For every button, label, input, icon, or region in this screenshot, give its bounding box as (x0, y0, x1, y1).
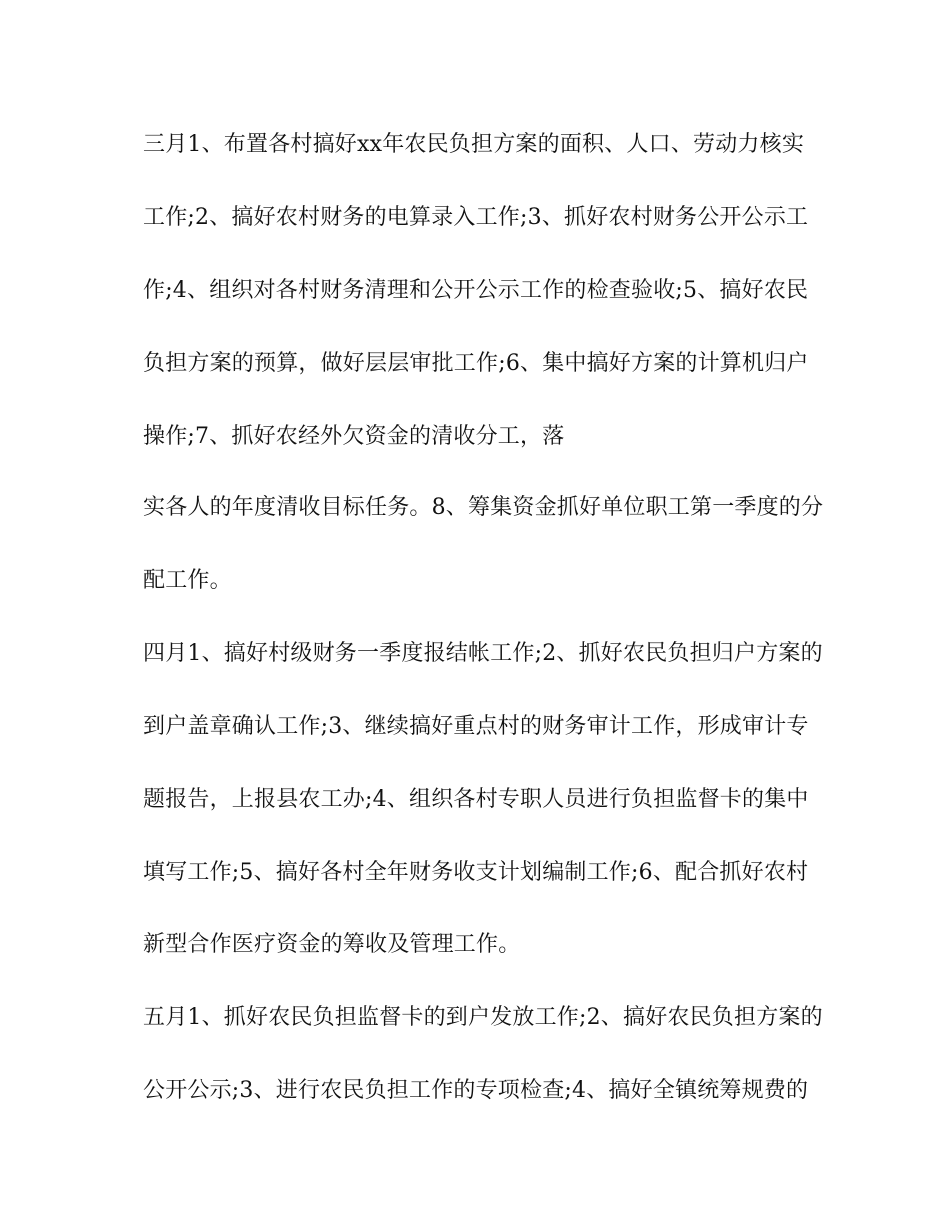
text-line: 到户盖章确认工作;3、继续搞好重点村的财务审计工作，形成审计专 (143, 714, 809, 739)
text-line: 操作;7、抓好农经外欠资金的清收分工，落 (143, 424, 565, 449)
text-line: 三月1、布置各村搞好xx年农民负担方案的面积、人口、劳动力核实 (143, 132, 805, 157)
text-line: 配工作。 (143, 568, 232, 593)
text-line: 填写工作;5、搞好各村全年财务收支计划编制工作;6、配合抓好农村 (143, 860, 809, 885)
text-line: 新型合作医疗资金的筹收及管理工作。 (143, 932, 521, 957)
text-line: 负担方案的预算，做好层层审批工作;6、集中搞好方案的计算机归户 (143, 351, 809, 376)
text-line: 公开公示;3、进行农民负担工作的专项检查;4、搞好全镇统筹规费的 (143, 1078, 809, 1103)
text-line: 作;4、组织对各村财务清理和公开公示工作的检查验收;5、搞好农民 (143, 278, 809, 303)
text-line: 四月1、搞好村级财务一季度报结帐工作;2、抓好农民负担归户方案的 (143, 641, 823, 666)
text-line: 题报告，上报县农工办;4、组织各村专职人员进行负担监督卡的集中 (143, 787, 809, 812)
text-line: 实各人的年度清收目标任务。8、筹集资金抓好单位职工第一季度的分 (143, 495, 824, 520)
text-line: 五月1、抓好农民负担监督卡的到户发放工作;2、搞好农民负担方案的 (143, 1005, 823, 1030)
text-line: 工作;2、搞好农村财务的电算录入工作;3、抓好农村财务公开公示工 (143, 205, 809, 230)
